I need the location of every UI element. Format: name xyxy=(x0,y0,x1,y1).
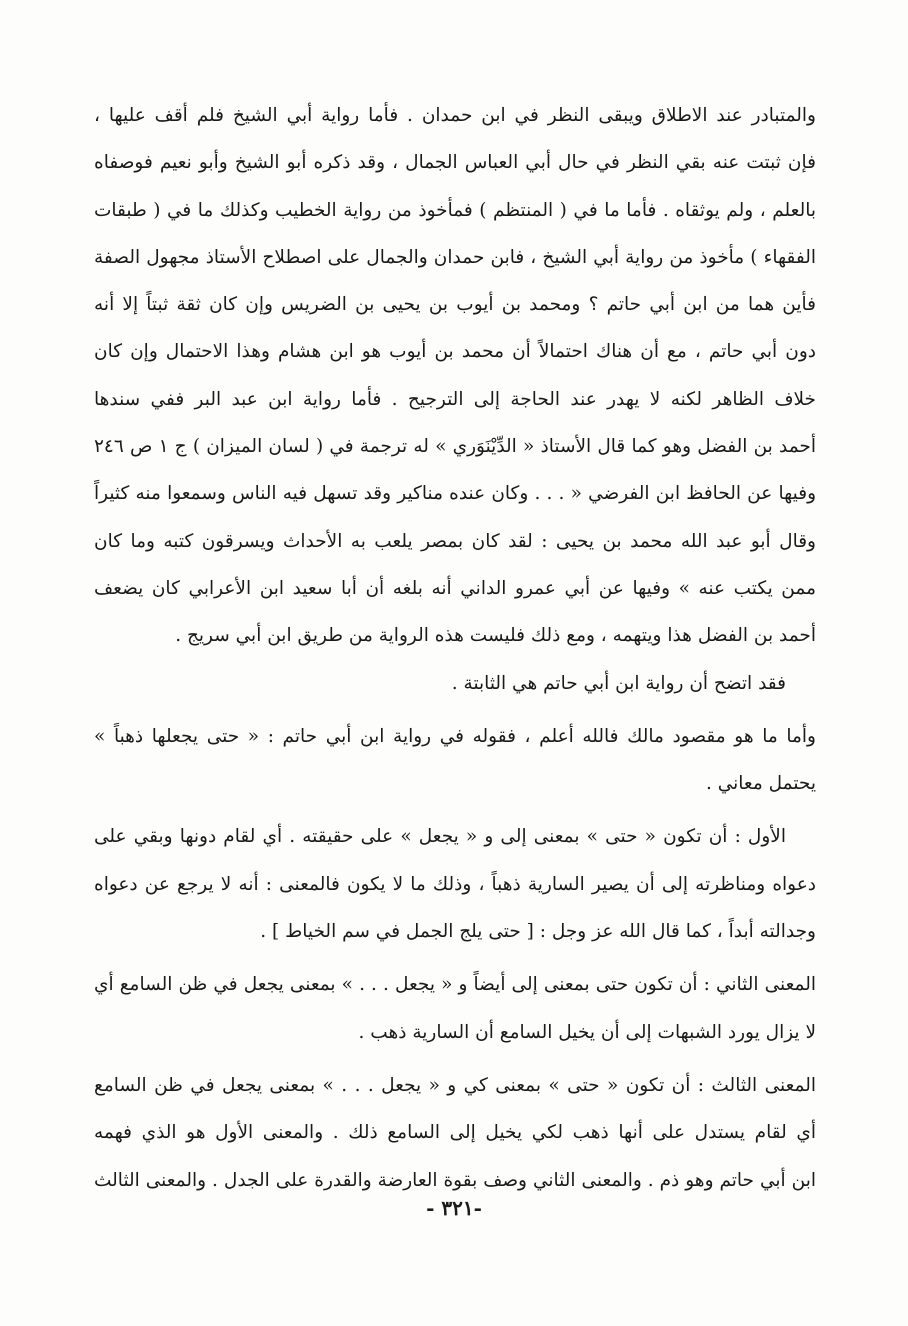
page-body-text xyxy=(94,92,816,1204)
text-line: فقد اتضح أن رواية ابن أبي حاتم هي الثابتة . xyxy=(451,672,786,694)
text-line: وأما ما هو مقصود مالك فالله أعلم ، فقوله في رواية ابن أبي حاتم : « حتى يجعلها ذهباً » xyxy=(94,725,816,747)
text-line: دون أبي حاتم ، مع أن هناك احتمالاً أن محمد بن أيوب هو ابن هشام وهذا الاحتمال وإن كان xyxy=(94,341,816,363)
text-line: بالعلم ، ولم يوثقاه . فأما ما في ( المنتظم ) فمأخوذ من رواية الخطيب وكذلك ما في ( طبقات xyxy=(94,199,816,221)
text-line: يحتمل معاني . xyxy=(705,773,816,795)
text-line: فإن ثبتت عنه بقي النظر في حال أبي العباس الجمال ، وقد ذكره أبو الشيخ وأبو نعيم فوصفاه xyxy=(94,152,816,174)
text-line: وفيها عن الحافظ ابن الفرضي « . . . وكان عنده مناكير وقد تسهل فيه الناس وسمعوا منه كثيراً xyxy=(94,483,816,505)
text-line: دعواه ومناظرته إلى أن يصير السارية ذهباً ، وذلك ما لا يكون فالمعنى : أنه لا يرجع عن دعواه xyxy=(94,873,816,895)
text-line: المعنى الثالث : أن تكون « حتى » بمعنى كي و « يجعل . . . » بمعنى يجعل في ظن السامع xyxy=(94,1074,816,1096)
text-line: الفقهاء ) مأخوذ من رواية أبي الشيخ ، فابن حمدان والجمال على اصطلاح الأستاذ مجهول الصفة xyxy=(94,246,816,268)
text-line: وقال أبو عبد الله محمد بن يحيى : لقد كان بمصر يلعب به الأحداث ويسرقون كتبه وما كان xyxy=(94,530,816,552)
text-line: المعنى الثاني : أن تكون حتى بمعنى إلى أيضاً و « يجعل . . . » بمعنى يجعل في ظن السامع أي xyxy=(94,974,816,996)
text-line: فأين هما من ابن أبي حاتم ؟ ومحمد بن أيوب بن يحيى بن الضريس وإن كان ثقة ثبتاً إلا أنه xyxy=(94,294,816,316)
text-line: والمتبادر عند الاطلاق ويبقى النظر في ابن حمدان . فأما رواية أبي الشيخ فلم أقف عليها ، xyxy=(94,105,816,126)
text-line: الأول : أن تكون « حتى » بمعنى إلى و « يجعل » على حقيقته . أي لقام دونها وبقي على xyxy=(94,826,786,848)
text-line: أحمد بن الفضل وهو كما قال الأستاذ « الدِّيْنَوَري » له ترجمة في ( لسان الميزان ) ج ١ ص ٢٤٦ xyxy=(94,436,816,458)
text-line: أحمد بن الفضل هذا ويتهمه ، ومع ذلك فليست هذه الرواية من طريق ابن أبي سريج . xyxy=(175,625,816,647)
text-line: ابن أبي حاتم وهو ذم . والمعنى الثاني وصف بقوة العارضة والقدرة على الجدل . والمعنى الثالث xyxy=(94,1169,816,1191)
text-line: لا يزال يورد الشبهات إلى أن يخيل السامع أن السارية ذهب . xyxy=(358,1021,816,1043)
page-number: -٣٢١ - xyxy=(426,1196,482,1220)
text-line: ممن يكتب عنه » وفيها عن أبي عمرو الداني أنه بلغه أن أبا سعيد ابن الأعرابي كان يضعف xyxy=(94,577,816,599)
text-line: وجدالته أبداً ، كما قال الله عز وجل : [ حتى يلج الجمل في سم الخياط ] . xyxy=(260,921,816,943)
text-line: خلاف الظاهر لكنه لا يهدر عند الحاجة إلى الترجيح . فأما رواية ابن عبد البر ففي سندها xyxy=(94,388,816,410)
text-line: أي لقام يستدل على أنها ذهب لكي يخيل إلى السامع ذلك . والمعنى الأول هو الذي فهمه xyxy=(94,1122,816,1144)
